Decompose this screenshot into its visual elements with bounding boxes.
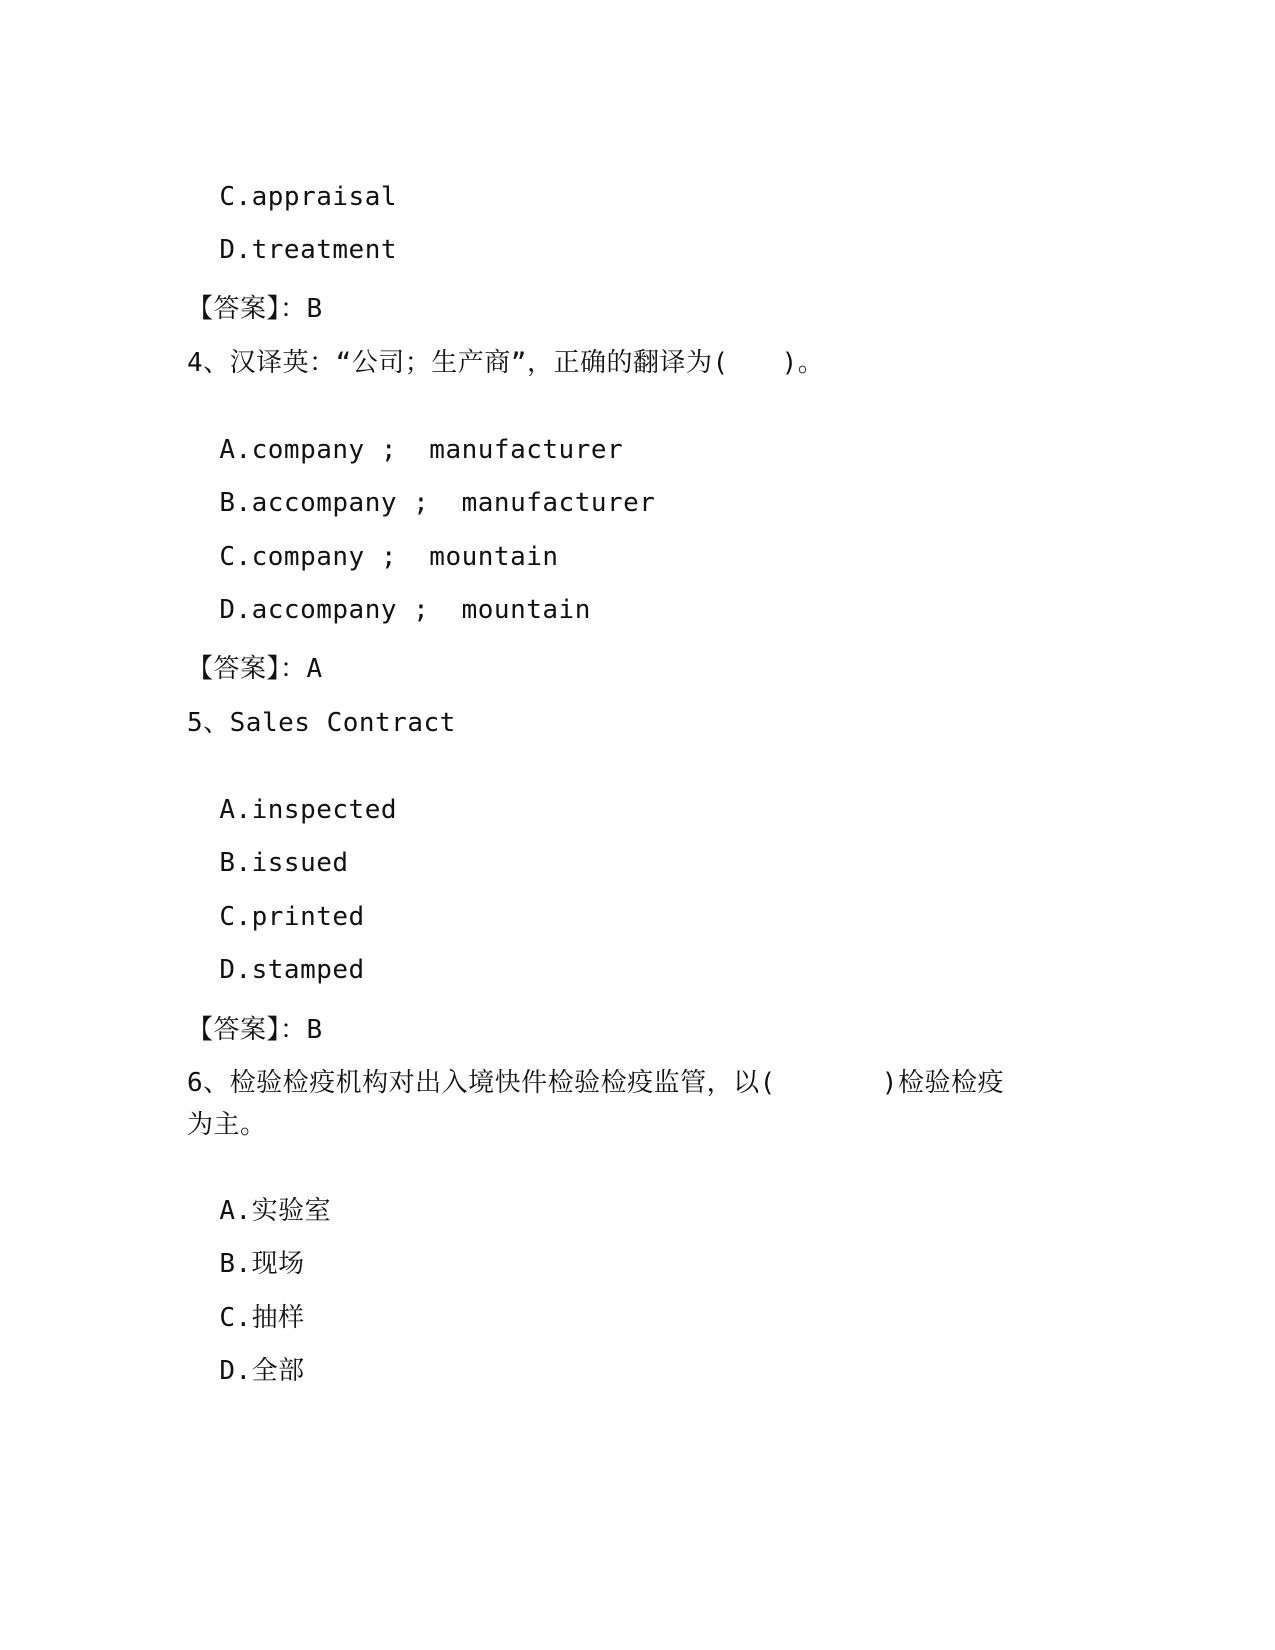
option-text: printed [251,902,365,932]
option-label: D. [219,235,252,265]
question-6-stem-line1: 6、检验检疫机构对出入境快件检验检疫监管，以( )检验检疫 [187,1068,1004,1098]
option-text: treatment [251,235,398,265]
option-label: B. [219,1249,252,1279]
answer-q4: 【答案】：A [187,654,323,684]
option-label: A. [219,435,252,465]
option-text: accompany ; mountain [251,595,591,625]
question-6-stem-line2: 为主。 [187,1110,267,1140]
answer-q5: 【答案】：B [187,1015,323,1045]
option-text: company ; manufacturer [251,435,624,465]
option-label: D. [219,955,252,985]
option-text: stamped [251,955,365,985]
option-label: B. [219,848,252,878]
option-label: C. [219,902,252,932]
option-text: 全部 [251,1356,305,1386]
option-label: A. [219,1196,252,1226]
option-text: 现场 [251,1249,305,1279]
answer-q3: 【答案】：B [187,294,323,324]
option-label: A. [219,795,252,825]
option-text: 实验室 [251,1196,332,1226]
option-d-q3 [187,199,397,267]
option-text: accompany ; manufacturer [251,488,656,518]
option-text: appraisal [251,182,398,212]
option-text: company ; mountain [251,542,559,572]
option-text: inspected [251,795,398,825]
option-d-q4 [187,559,591,627]
option-label: D. [219,595,252,625]
option-label: C. [219,542,252,572]
question-4-stem: 4、汉译英：“公司；生产商”，正确的翻译为( )。 [187,348,825,378]
option-label: C. [219,182,252,212]
option-d-q6 [187,1320,305,1388]
question-5-stem: 5、Sales Contract [187,708,456,738]
option-label: C. [219,1303,252,1333]
option-text: issued [251,848,349,878]
option-label: D. [219,1356,252,1386]
option-label: B. [219,488,252,518]
option-text: 抽样 [251,1303,305,1333]
option-d-q5 [187,919,365,987]
